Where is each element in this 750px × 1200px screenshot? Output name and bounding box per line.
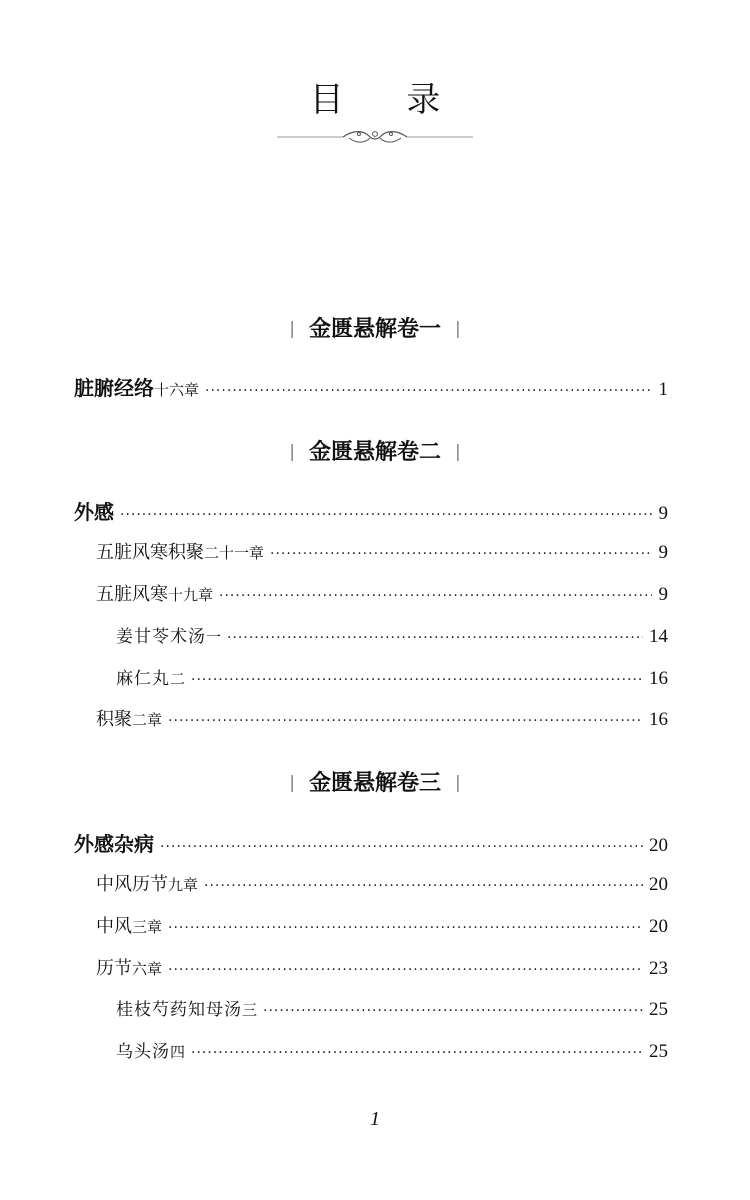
toc-entry[interactable] [74, 828, 668, 856]
heading-bar-right: | [455, 442, 461, 462]
entry-note: 十六章 [154, 381, 200, 399]
entry-label: 外感 [74, 500, 114, 524]
entry-label: 中风 [96, 916, 132, 937]
leader-dots [191, 1045, 643, 1061]
toc-entry[interactable] [96, 538, 668, 566]
entry-page: 20 [649, 874, 668, 895]
leader-dots [120, 507, 652, 523]
volume-heading-text: 金匮悬解卷一 [308, 316, 441, 342]
entry-label: 脏腑经络 [74, 376, 154, 400]
entry-page: 9 [658, 542, 668, 563]
toc-entry[interactable] [116, 622, 668, 650]
entry-label: 姜甘苓术汤 [116, 627, 206, 647]
page-number: 1 [370, 1108, 380, 1130]
toc-entry[interactable] [96, 870, 668, 898]
entry-label: 桂枝芍药知母汤 [116, 1000, 242, 1020]
entry-note: 三 [242, 1001, 258, 1019]
toc-entry[interactable] [74, 496, 668, 524]
leader-dots [227, 630, 643, 646]
leader-dots [160, 839, 643, 855]
entry-page: 9 [658, 503, 668, 524]
entry-label: 麻仁丸 [116, 669, 170, 689]
leader-dots [204, 878, 643, 894]
entry-note: 四 [170, 1043, 186, 1061]
volume-heading [0, 312, 750, 343]
ornament-divider-icon [277, 124, 473, 150]
heading-bar-right: | [455, 773, 461, 793]
entry-label: 乌头汤 [116, 1042, 170, 1062]
entry-page: 25 [649, 999, 668, 1020]
leader-dots [191, 672, 643, 688]
leader-dots [270, 546, 652, 562]
entry-note: 九章 [168, 876, 199, 894]
volume-heading-text: 金匮悬解卷三 [308, 770, 441, 796]
toc-entry[interactable] [74, 372, 668, 400]
heading-bar-left: | [289, 442, 295, 462]
toc-entry[interactable] [116, 664, 668, 692]
toc-entry[interactable] [96, 912, 668, 940]
entry-label: 历节 [96, 958, 132, 979]
entry-page: 20 [649, 916, 668, 937]
entry-page: 20 [649, 835, 668, 856]
leader-dots [168, 920, 643, 936]
toc-entry[interactable] [96, 580, 668, 608]
entry-label: 五脏风寒 [96, 584, 168, 605]
entry-page: 23 [649, 958, 668, 979]
entry-label: 中风历节 [96, 874, 168, 895]
entry-note: 二十一章 [204, 544, 265, 562]
entry-note: 一 [206, 628, 222, 646]
entry-label: 五脏风寒积聚 [96, 542, 204, 563]
leader-dots [263, 1003, 643, 1019]
entry-label: 外感杂病 [74, 832, 154, 856]
leader-dots [168, 962, 643, 978]
entry-note: 二章 [132, 711, 163, 729]
entry-label: 积聚 [96, 709, 132, 730]
volume-heading-text: 金匮悬解卷二 [308, 439, 441, 465]
leader-dots [168, 713, 643, 729]
volume-heading [0, 766, 750, 797]
entry-note: 二 [170, 670, 186, 688]
leader-dots [205, 383, 652, 399]
entry-page: 1 [658, 379, 668, 400]
entry-page: 16 [649, 668, 668, 689]
toc-entry[interactable] [116, 995, 668, 1023]
page-title: 目 录 [309, 80, 467, 120]
volume-heading [0, 435, 750, 466]
heading-bar-right: | [455, 319, 461, 339]
entry-page: 9 [658, 584, 668, 605]
entry-page: 16 [649, 709, 668, 730]
entry-page: 14 [649, 626, 668, 647]
heading-bar-left: | [289, 319, 295, 339]
toc-entry[interactable] [96, 954, 668, 982]
toc-entry[interactable] [96, 705, 668, 733]
heading-bar-left: | [289, 773, 295, 793]
leader-dots [219, 588, 652, 604]
entry-page: 25 [649, 1041, 668, 1062]
toc-entry[interactable] [116, 1037, 668, 1065]
entry-note: 六章 [132, 960, 163, 978]
entry-note: 三章 [132, 918, 163, 936]
entry-note: 十九章 [168, 586, 214, 604]
